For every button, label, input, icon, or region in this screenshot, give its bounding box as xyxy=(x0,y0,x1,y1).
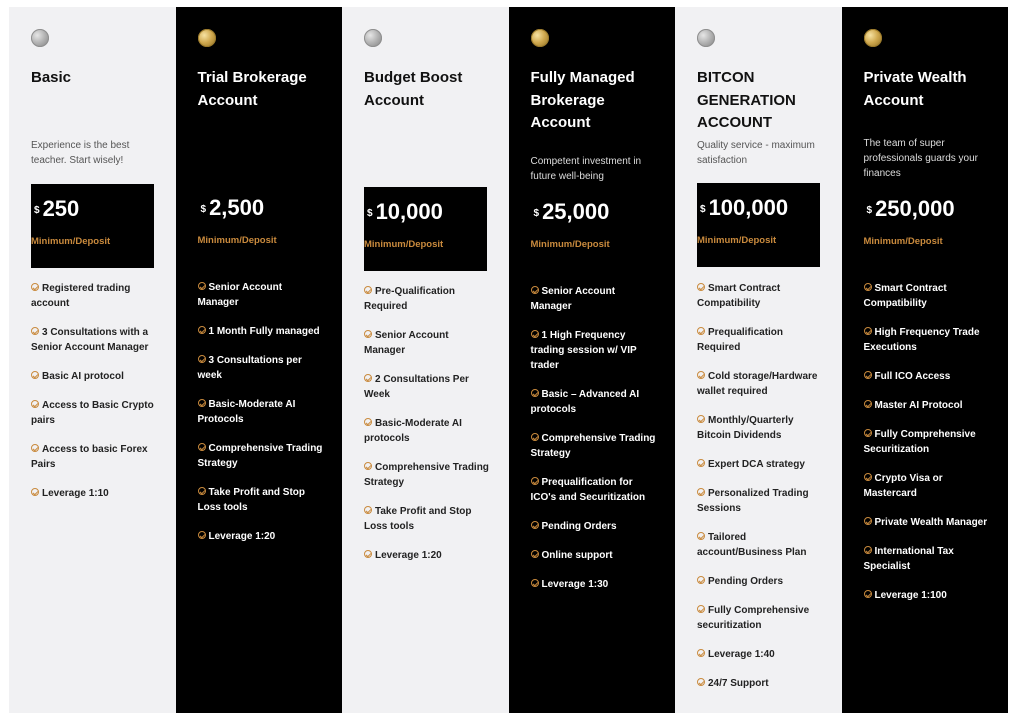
check-circle-icon xyxy=(697,576,705,584)
check-circle-icon xyxy=(364,506,372,514)
price-value: 250,000 xyxy=(875,196,955,221)
feature-list xyxy=(864,281,992,617)
price-box xyxy=(697,183,820,267)
feature-list xyxy=(531,284,659,606)
check-circle-icon xyxy=(697,488,705,496)
feature-item: Smart Contract Compatibility xyxy=(863,283,947,309)
feature-item: Comprehensive Trading Strategy xyxy=(530,433,656,459)
feature-item: Leverage 1:20 xyxy=(198,529,326,544)
price-amount xyxy=(364,199,443,225)
feature-item: Tailored account/Business Plan xyxy=(697,532,807,558)
feature-item: Comprehensive Trading Strategy xyxy=(364,462,489,488)
price-label: Minimum/Deposit xyxy=(31,236,111,247)
check-circle-icon xyxy=(31,400,39,408)
check-circle-icon xyxy=(864,327,872,335)
feature-item: Fully Comprehensive Securitization xyxy=(863,429,976,455)
check-circle-icon xyxy=(31,327,39,335)
check-circle-icon xyxy=(364,550,372,558)
feature-item: Leverage 1:20 xyxy=(364,548,492,563)
plan-card-trial-brokerage xyxy=(176,7,343,713)
silver-coin-icon xyxy=(697,29,715,47)
price-box xyxy=(864,184,987,268)
feature-item: 3 Consultations with a Senior Account Manager xyxy=(31,327,149,353)
check-circle-icon xyxy=(864,473,872,481)
feature-list xyxy=(31,281,159,515)
feature-item: Leverage 1:30 xyxy=(531,577,659,592)
gold-coin-icon xyxy=(198,29,216,47)
price-box xyxy=(531,187,654,271)
check-circle-icon xyxy=(198,282,206,290)
gold-coin-icon xyxy=(864,29,882,47)
price-label: Minimum/Deposit xyxy=(863,236,943,247)
feature-list xyxy=(697,281,825,705)
price-label: Minimum/Deposit xyxy=(197,235,277,246)
feature-item: Monthly/Quarterly Bitcoin Dividends xyxy=(697,415,794,441)
price-value: 25,000 xyxy=(542,199,610,224)
feature-item: 1 High Frequency trading session w/ VIP trader xyxy=(530,330,637,371)
check-circle-icon xyxy=(697,371,705,379)
silver-coin-icon xyxy=(31,29,49,47)
feature-item: Crypto Visa or Mastercard xyxy=(863,473,943,499)
feature-item: Basic – Advanced AI protocols xyxy=(530,389,640,415)
price-label: Minimum/Deposit xyxy=(697,235,777,246)
check-circle-icon xyxy=(198,326,206,334)
feature-item: 2 Consultations Per Week xyxy=(364,374,469,400)
plan-title: BITCON GENERATION ACCOUNT xyxy=(697,69,796,131)
check-circle-icon xyxy=(31,283,39,291)
feature-item: High Frequency Trade Executions xyxy=(863,327,980,353)
feature-item: Take Profit and Stop Loss tools xyxy=(364,506,472,532)
price-value: 2,500 xyxy=(209,195,265,220)
feature-item: Senior Account Manager xyxy=(364,330,449,356)
check-circle-icon xyxy=(864,371,872,379)
plan-subtitle: The team of super professionals guards your finances xyxy=(863,138,979,179)
plan-title: Private Wealth Account xyxy=(863,69,967,109)
feature-item: Access to Basic Crypto pairs xyxy=(31,400,154,426)
check-circle-icon xyxy=(697,678,705,686)
feature-item: Leverage 1:10 xyxy=(31,486,159,501)
price-value: 100,000 xyxy=(708,195,789,220)
check-circle-icon xyxy=(864,429,872,437)
check-circle-icon xyxy=(531,477,539,485)
feature-item: 3 Consultations per week xyxy=(197,355,302,381)
feature-item: Senior Account Manager xyxy=(197,282,283,308)
plan-card-basic xyxy=(9,7,176,713)
feature-item: Access to basic Forex Pairs xyxy=(31,444,148,470)
price-amount xyxy=(198,195,265,221)
check-circle-icon xyxy=(531,550,539,558)
check-circle-icon xyxy=(697,605,705,613)
plan-card-bitcon-generation xyxy=(675,7,842,713)
check-circle-icon xyxy=(198,487,206,495)
plan-title: Fully Managed Brokerage Account xyxy=(530,69,635,131)
feature-item: Full ICO Access xyxy=(864,369,992,384)
check-circle-icon xyxy=(531,286,539,294)
price-amount xyxy=(864,196,955,222)
feature-item: 24/7 Support xyxy=(697,676,825,691)
feature-item: Take Profit and Stop Loss tools xyxy=(197,487,305,513)
check-circle-icon xyxy=(864,283,872,291)
feature-item: Private Wealth Manager xyxy=(864,515,992,530)
price-box xyxy=(198,183,321,267)
feature-item: Online support xyxy=(531,548,659,563)
feature-item: Pending Orders xyxy=(697,574,825,589)
check-circle-icon xyxy=(198,531,206,539)
price-amount xyxy=(31,196,79,222)
feature-item: Cold storage/Hardware wallet required xyxy=(697,371,818,397)
check-circle-icon xyxy=(697,415,705,423)
check-circle-icon xyxy=(364,330,372,338)
feature-item: Leverage 1:40 xyxy=(697,647,825,662)
check-circle-icon xyxy=(864,400,872,408)
plan-subtitle: Experience is the best teacher. Start wisely! xyxy=(31,140,130,166)
currency-symbol: $ xyxy=(533,208,540,219)
plan-card-private-wealth xyxy=(842,7,1009,713)
feature-list xyxy=(198,280,326,558)
currency-symbol: $ xyxy=(367,208,373,219)
check-circle-icon xyxy=(864,590,872,598)
check-circle-icon xyxy=(31,444,39,452)
price-label: Minimum/Deposit xyxy=(364,239,444,250)
check-circle-icon xyxy=(31,488,39,496)
feature-item: Senior Account Manager xyxy=(530,286,616,312)
currency-symbol: $ xyxy=(700,204,706,215)
check-circle-icon xyxy=(364,374,372,382)
check-circle-icon xyxy=(697,283,705,291)
check-circle-icon xyxy=(697,459,705,467)
check-circle-icon xyxy=(198,355,206,363)
check-circle-icon xyxy=(531,433,539,441)
check-circle-icon xyxy=(198,443,206,451)
check-circle-icon xyxy=(531,330,539,338)
pricing-plans xyxy=(9,7,1009,713)
feature-item: 1 Month Fully managed xyxy=(198,324,326,339)
gold-coin-icon xyxy=(531,29,549,47)
feature-item: Personalized Trading Sessions xyxy=(697,488,809,514)
feature-item: Comprehensive Trading Strategy xyxy=(197,443,323,469)
feature-item: Registered trading account xyxy=(31,283,131,309)
check-circle-icon xyxy=(198,399,206,407)
feature-item: Basic-Moderate AI Protocols xyxy=(197,399,296,425)
plan-subtitle: Competent investment in future well-being xyxy=(530,156,642,182)
plan-title: Trial Brokerage Account xyxy=(197,69,307,109)
feature-item: Basic AI protocol xyxy=(31,369,159,384)
check-circle-icon xyxy=(697,532,705,540)
feature-item: International Tax Specialist xyxy=(863,546,954,572)
feature-item: Prequalification Required xyxy=(697,327,784,353)
feature-item: Basic-Moderate AI protocols xyxy=(364,418,462,444)
silver-coin-icon xyxy=(364,29,382,47)
check-circle-icon xyxy=(531,579,539,587)
feature-item: Pre-Qualification Required xyxy=(364,286,456,312)
price-value: 250 xyxy=(42,196,80,221)
feature-item: Leverage 1:100 xyxy=(864,588,992,603)
plan-subtitle: Quality service - maximum satisfaction xyxy=(697,140,815,166)
feature-item: Master AI Protocol xyxy=(864,398,992,413)
feature-item: Expert DCA strategy xyxy=(697,457,825,472)
check-circle-icon xyxy=(31,371,39,379)
check-circle-icon xyxy=(864,546,872,554)
currency-symbol: $ xyxy=(34,205,40,216)
plan-card-budget-boost xyxy=(342,7,509,713)
feature-item: Prequalification for ICO's and Securitization xyxy=(530,477,646,503)
plan-card-fully-managed xyxy=(509,7,676,713)
check-circle-icon xyxy=(697,649,705,657)
check-circle-icon xyxy=(697,327,705,335)
feature-list xyxy=(364,284,492,577)
feature-item: Pending Orders xyxy=(531,519,659,534)
check-circle-icon xyxy=(364,418,372,426)
price-label: Minimum/Deposit xyxy=(530,239,610,250)
currency-symbol: $ xyxy=(866,205,873,216)
price-amount xyxy=(697,195,788,221)
price-amount xyxy=(531,199,610,225)
plan-title: Basic xyxy=(31,69,72,86)
check-circle-icon xyxy=(364,286,372,294)
price-value: 10,000 xyxy=(375,199,443,224)
check-circle-icon xyxy=(864,517,872,525)
check-circle-icon xyxy=(531,389,539,397)
feature-item: Smart Contract Compatibility xyxy=(697,283,781,309)
feature-item: Fully Comprehensive securitization xyxy=(697,605,810,631)
currency-symbol: $ xyxy=(200,204,207,215)
plan-title: Budget Boost Account xyxy=(364,69,463,109)
check-circle-icon xyxy=(531,521,539,529)
price-box xyxy=(31,184,154,268)
check-circle-icon xyxy=(364,462,372,470)
price-box xyxy=(364,187,487,271)
